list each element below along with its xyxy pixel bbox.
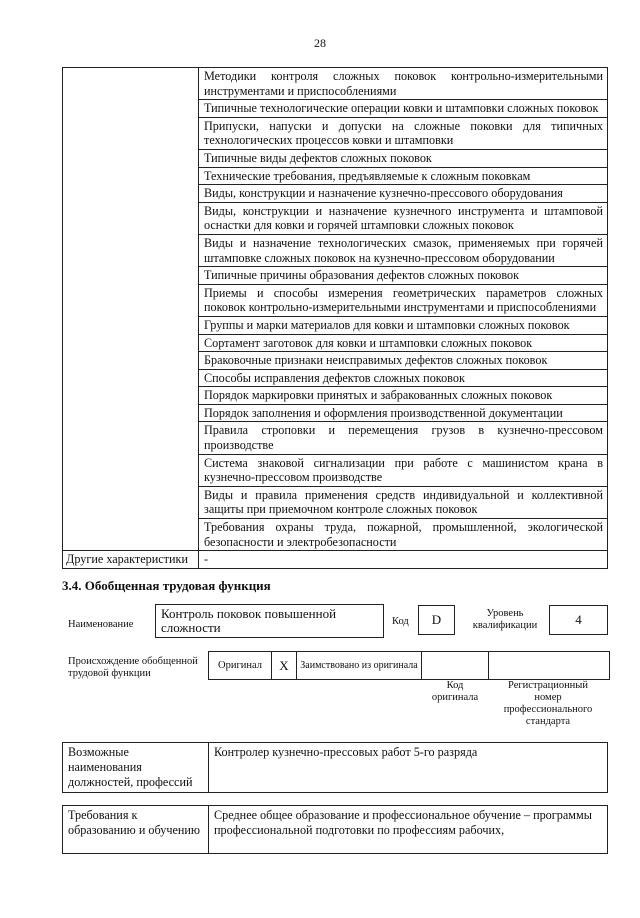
original-mark: X <box>272 652 297 680</box>
knowledge-item: Методики контроля сложных поковок контрольно-измерительными инструментами и приспособлениями <box>199 68 608 100</box>
knowledge-item: Приемы и способы измерения геометрических параметров сложных поковок контрольно-измерительными инструментами и приспособлениями <box>199 284 608 316</box>
knowledge-item: Правила строповки и перемещения грузов в кузнечно-прессовом производстве <box>199 422 608 454</box>
knowledge-item: Виды, конструкции и назначение кузнечного инструмента и штамповой оснастки для ковки и горячей штамповки сложных поковок <box>199 202 608 234</box>
knowledge-item: Порядок заполнения и оформления производственной документации <box>199 404 608 422</box>
original-code-cell <box>422 652 489 680</box>
other-characteristics-row <box>63 551 608 569</box>
knowledge-item: Типичные причины образования дефектов сложных поковок <box>199 267 608 285</box>
original-label: Оригинал <box>209 652 272 680</box>
page-number: 28 <box>314 36 326 50</box>
qualification-level-value: 4 <box>549 605 608 635</box>
level-label: Уровень квалификации <box>472 608 538 631</box>
education-table <box>62 805 608 854</box>
knowledge-item: Требования охраны труда, пожарной, промышленной, экологической безопасности и электробезопасности <box>199 519 608 551</box>
education-label: Требования к образованию и обучению <box>63 806 209 854</box>
education-value: Среднее общее образование и профессиональное обучение – программы профессиональной подготовки по профессиям рабочих, <box>209 806 608 854</box>
function-name-value: Контроль поковок повышенной сложности <box>155 604 384 638</box>
function-code-value: D <box>418 605 455 635</box>
knowledge-item: Способы исправления дефектов сложных поковок <box>199 369 608 387</box>
possible-titles-label: Возможные наименования должностей, профессий <box>63 743 209 793</box>
code-label: Код <box>392 616 409 627</box>
section-title: 3.4. Обобщенная трудовая функция <box>62 578 271 593</box>
knowledge-item: Технические требования, предъявляемые к сложным поковкам <box>199 167 608 185</box>
knowledge-item: Группы и марки материалов для ковки и штамповки сложных поковок <box>199 316 608 334</box>
registration-number-cell <box>489 652 610 680</box>
registration-caption: Регистрационный номер профессионального стандарта <box>503 680 593 727</box>
knowledge-item: Сортамент заготовок для ковки и штамповки сложных поковок <box>199 334 608 352</box>
name-label: Наименование <box>68 619 134 630</box>
knowledge-table <box>62 67 608 569</box>
borrowed-label: Заимствовано из оригинала <box>297 652 422 680</box>
knowledge-item: Типичные виды дефектов сложных поковок <box>199 149 608 167</box>
possible-titles-table <box>62 742 608 793</box>
knowledge-item: Браковочные признаки неисправимых дефектов сложных поковок <box>199 352 608 370</box>
knowledge-item: Виды и назначение технологических смазок, применяемых при горячей штамповке сложных поковок на кузнечно-прессовом оборудовании <box>199 234 608 266</box>
origin-table <box>208 651 610 680</box>
knowledge-item: Порядок маркировки принятых и забракованных сложных поковок <box>199 387 608 405</box>
knowledge-row <box>63 68 608 100</box>
origin-label: Происхождение обобщенной трудовой функции <box>68 656 198 679</box>
knowledge-item: Припуски, напуски и допуски на сложные поковки для типичных технологических процессов ковки и штамповки <box>199 117 608 149</box>
knowledge-item: Виды, конструкции и назначение кузнечно-прессового оборудования <box>199 185 608 203</box>
knowledge-label-cell <box>63 68 199 551</box>
other-characteristics-label: Другие характеристики <box>63 551 199 569</box>
knowledge-item: Система знаковой сигнализации при работе с машинистом крана в кузнечно-прессовом производстве <box>199 454 608 486</box>
knowledge-item: Виды и правила применения средств индивидуальной и коллективной защиты при приемочном контроле сложных поковок <box>199 486 608 518</box>
other-characteristics-value: - <box>199 551 608 569</box>
possible-titles-value: Контролер кузнечно-прессовых работ 5-го разряда <box>209 743 608 793</box>
knowledge-item: Типичные технологические операции ковки и штамповки сложных поковок <box>199 100 608 118</box>
code-original-caption: Код оригинала <box>431 680 479 703</box>
